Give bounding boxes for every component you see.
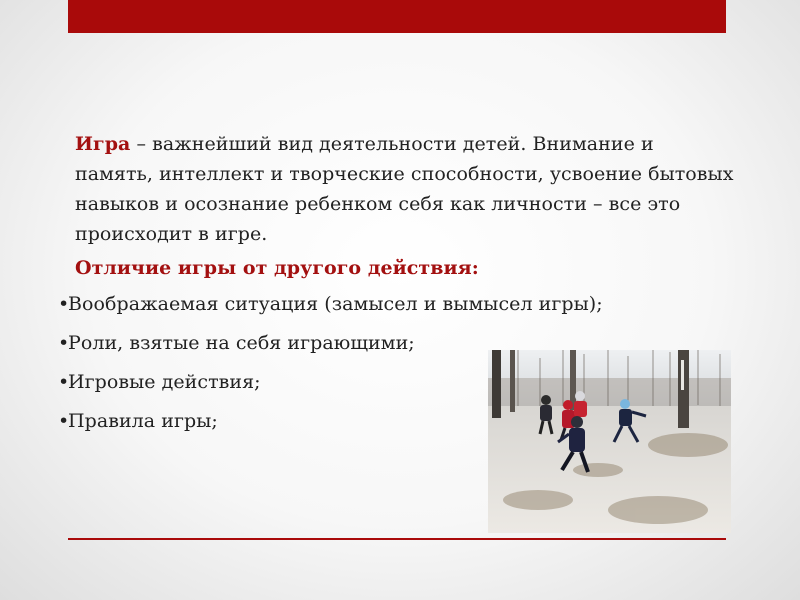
children-playing-photo (488, 350, 731, 533)
bullet-icon: • (58, 293, 70, 315)
bottom-divider (68, 538, 726, 540)
list-item (58, 289, 738, 319)
list-item-text: Роли, взятые на себя играющими; (68, 332, 415, 354)
bullet-icon: • (58, 332, 70, 354)
intro-lead-word: Игра (75, 133, 131, 155)
bullet-icon: • (58, 371, 70, 393)
list-item-text: Правила игры; (68, 410, 218, 432)
list-item-text: Воображаемая ситуация (замысел и вымысел игры); (68, 293, 603, 315)
top-accent-bar (68, 0, 726, 33)
intro-paragraph (75, 129, 735, 249)
intro-text: – важнейший вид деятельности детей. Внимание и память, интеллект и творческие способности, усвоение бытовых навыков и осознание ребенком себя как личности – все это происходит в игре. (75, 133, 734, 245)
list-item-text: Игровые действия; (68, 371, 261, 393)
subtitle: Отличие игры от другого действия: (75, 257, 479, 279)
bullet-icon: • (58, 410, 70, 432)
